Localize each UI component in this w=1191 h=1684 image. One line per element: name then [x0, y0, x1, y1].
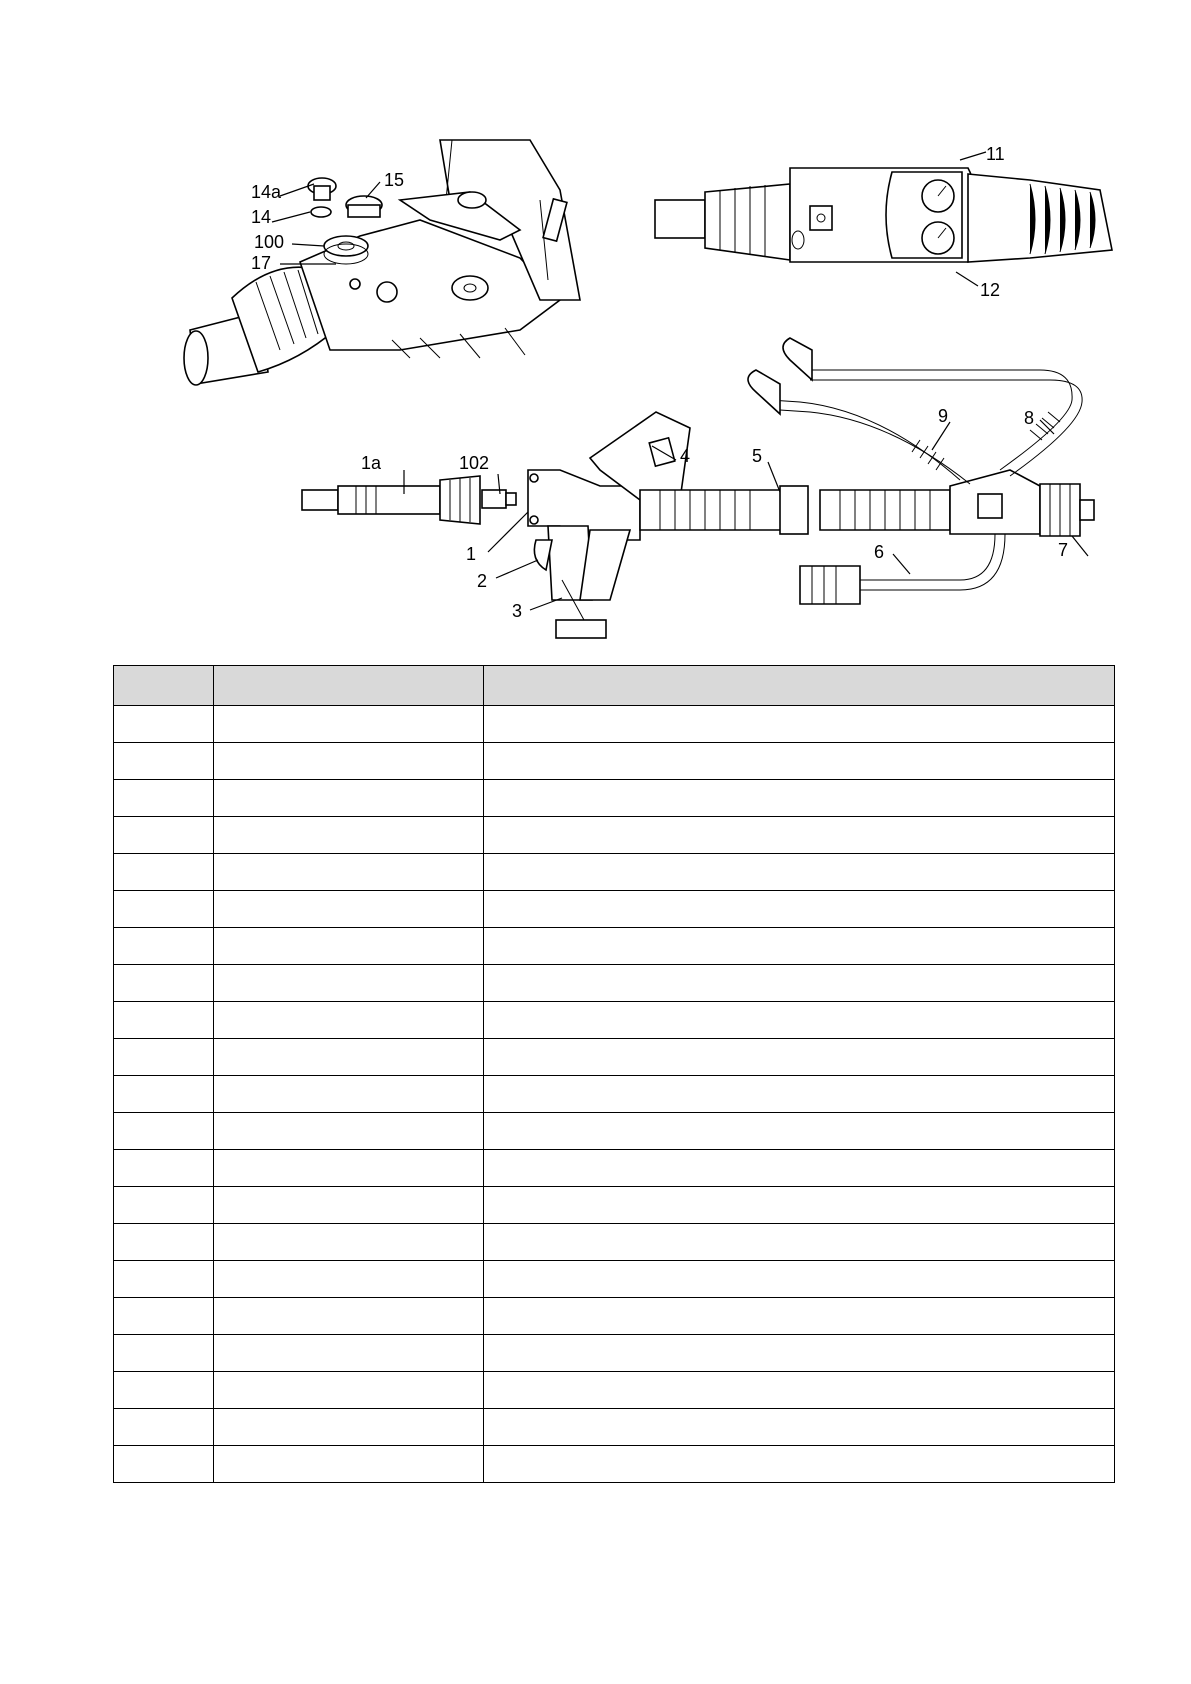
cell-description: [484, 706, 1115, 743]
cell-part-number: [214, 854, 484, 891]
cell-description: [484, 1150, 1115, 1187]
cell-description: [484, 743, 1115, 780]
cell-part-number: [214, 1002, 484, 1039]
parts-table: [113, 665, 1115, 1483]
cell-description: [484, 1224, 1115, 1261]
cell-item: [114, 1076, 214, 1113]
cell-part-number: [214, 1372, 484, 1409]
callout-9: 9: [938, 406, 949, 426]
cell-description: [484, 780, 1115, 817]
table-row: [114, 1446, 1115, 1483]
cell-part-number: [214, 1224, 484, 1261]
callout-100: 100: [254, 232, 285, 252]
table-row: [114, 1039, 1115, 1076]
table-row: [114, 1002, 1115, 1039]
cell-item: [114, 743, 214, 780]
callout-8: 8: [1024, 408, 1035, 428]
cell-description: [484, 1039, 1115, 1076]
callout-14: 14: [251, 207, 272, 227]
cell-description: [484, 1335, 1115, 1372]
cell-item: [114, 965, 214, 1002]
cell-description: [484, 1002, 1115, 1039]
cell-description: [484, 891, 1115, 928]
parts-table-header-row: [114, 666, 1115, 706]
cell-item: [114, 854, 214, 891]
parts-table-body: [114, 706, 1115, 1483]
cell-description: [484, 1113, 1115, 1150]
cell-part-number: [214, 1039, 484, 1076]
cell-description: [484, 1187, 1115, 1224]
table-row: [114, 817, 1115, 854]
cell-part-number: [214, 706, 484, 743]
cell-part-number: [214, 817, 484, 854]
cell-item: [114, 1039, 214, 1076]
cell-item: [114, 891, 214, 928]
cell-item: [114, 706, 214, 743]
callout-15: 15: [384, 170, 405, 190]
table-row: [114, 965, 1115, 1002]
cell-item: [114, 1113, 214, 1150]
cell-description: [484, 1261, 1115, 1298]
cell-description: [484, 928, 1115, 965]
callout-3: 3: [512, 601, 523, 621]
callout-5: 5: [752, 446, 763, 466]
callout-2: 2: [477, 571, 488, 591]
cell-part-number: [214, 1335, 484, 1372]
cell-part-number: [214, 928, 484, 965]
table-row: [114, 1372, 1115, 1409]
table-row: [114, 1113, 1115, 1150]
table-row: [114, 1187, 1115, 1224]
cell-item: [114, 817, 214, 854]
callout-14a: 14a: [251, 182, 282, 202]
cell-part-number: [214, 780, 484, 817]
cell-part-number: [214, 1446, 484, 1483]
cell-item: [114, 1335, 214, 1372]
cell-description: [484, 1298, 1115, 1335]
callout-6: 6: [874, 542, 885, 562]
cell-description: [484, 1409, 1115, 1446]
header-description: [484, 666, 1115, 706]
table-row: [114, 1409, 1115, 1446]
cell-part-number: [214, 1076, 484, 1113]
cell-part-number: [214, 965, 484, 1002]
cell-item: [114, 1150, 214, 1187]
header-item: [114, 666, 214, 706]
cell-item: [114, 928, 214, 965]
cell-item: [114, 1409, 214, 1446]
table-row: [114, 1298, 1115, 1335]
table-row: [114, 1335, 1115, 1372]
cell-part-number: [214, 1113, 484, 1150]
cell-description: [484, 965, 1115, 1002]
cell-description: [484, 854, 1115, 891]
torch-assembly-drawing: [302, 338, 1094, 638]
callout-102: 102: [459, 453, 490, 473]
cell-part-number: [214, 1298, 484, 1335]
cell-part-number: [214, 1261, 484, 1298]
cell-description: [484, 817, 1115, 854]
cell-part-number: [214, 891, 484, 928]
table-row: [114, 854, 1115, 891]
cell-item: [114, 1446, 214, 1483]
table-row: [114, 1261, 1115, 1298]
cell-item: [114, 1187, 214, 1224]
cell-item: [114, 1261, 214, 1298]
cell-part-number: [214, 743, 484, 780]
cell-item: [114, 1224, 214, 1261]
header-part-number: [214, 666, 484, 706]
cell-item: [114, 1372, 214, 1409]
cell-description: [484, 1372, 1115, 1409]
table-row: [114, 891, 1115, 928]
callout-17: 17: [251, 253, 272, 273]
callout-12: 12: [980, 280, 1001, 300]
table-row: [114, 780, 1115, 817]
wire-feed-detail-drawing: [184, 140, 580, 385]
callout-7: 7: [1058, 540, 1069, 560]
cell-part-number: [214, 1409, 484, 1446]
control-handle-detail-drawing: [655, 152, 1112, 286]
table-row: [114, 1076, 1115, 1113]
table-row: [114, 1224, 1115, 1261]
cell-description: [484, 1446, 1115, 1483]
callout-11: 11: [986, 144, 1005, 164]
callout-1a: 1a: [361, 453, 382, 473]
cell-description: [484, 1076, 1115, 1113]
cell-item: [114, 780, 214, 817]
cell-item: [114, 1002, 214, 1039]
cell-part-number: [214, 1150, 484, 1187]
cell-item: [114, 1298, 214, 1335]
parts-illustration: [0, 0, 1191, 650]
table-row: [114, 706, 1115, 743]
cell-part-number: [214, 1187, 484, 1224]
table-row: [114, 1150, 1115, 1187]
table-row: [114, 928, 1115, 965]
callout-4: 4: [680, 446, 691, 466]
table-row: [114, 743, 1115, 780]
callout-1: 1: [466, 544, 477, 564]
